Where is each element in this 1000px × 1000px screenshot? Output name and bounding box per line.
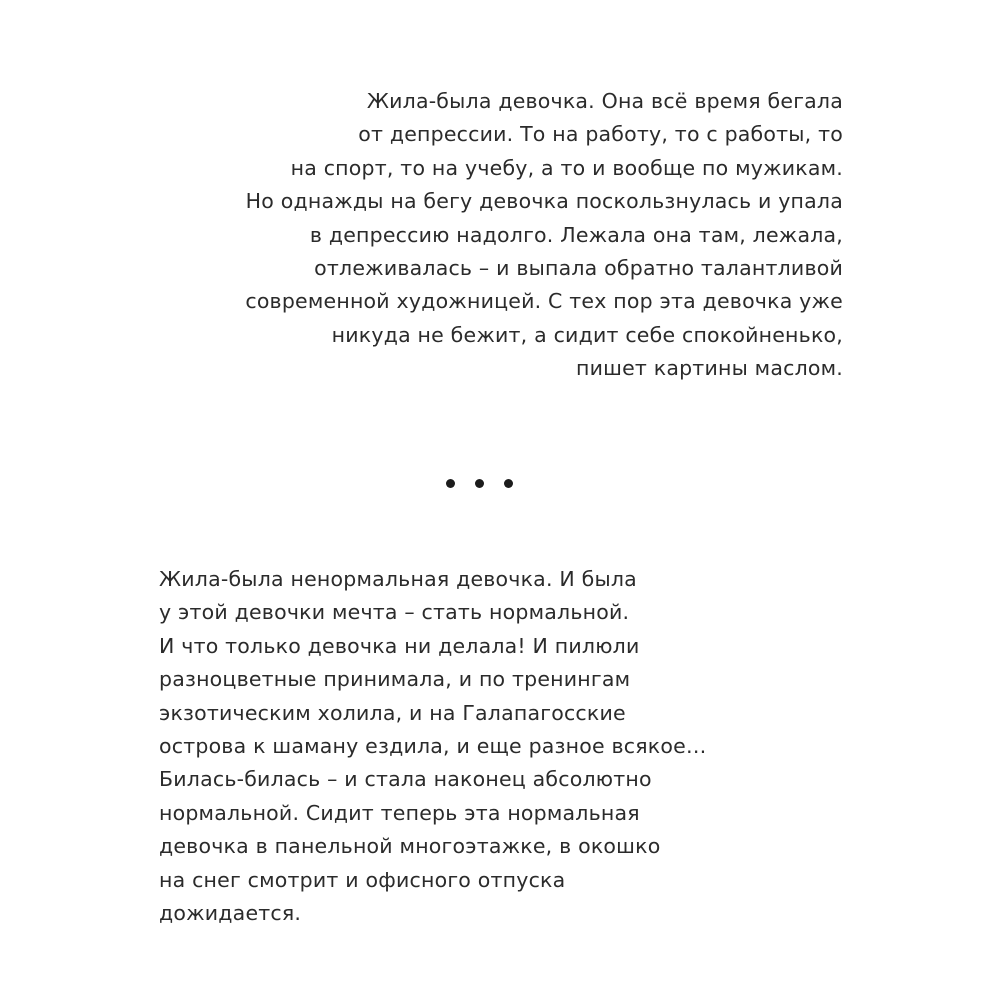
story-paragraph-2	[159, 563, 859, 930]
story-2-line: острова к шаману ездила, и еще разное всякое…	[159, 734, 707, 759]
story-1-line: современной художницей. С тех пор эта девочка уже	[245, 289, 843, 314]
story-1-line: на спорт, то на учебу, а то и вообще по мужикам.	[290, 155, 843, 180]
story-1-line: от депрессии. То на работу, то с работы, то	[358, 122, 843, 147]
story-1-line: Жила-была девочка. Она всё время бегала	[366, 89, 843, 113]
story-2-line: на снег смотрит и офисного отпуска	[159, 867, 566, 892]
story-1-line: пишет картины маслом.	[575, 356, 843, 381]
story-2-line: нормальной. Сидит теперь эта нормальная	[159, 800, 640, 825]
story-1-line: отлеживалась – и выпала обратно талантливой	[314, 256, 843, 281]
dot-icon	[446, 479, 455, 488]
story-paragraph-1	[143, 85, 843, 386]
story-2-line: И что только девочка ни делала! И пилюли	[159, 633, 640, 658]
story-2-line: дожидается.	[159, 901, 302, 926]
story-2-line: разноцветные принимала, и по тренингам	[159, 667, 631, 692]
dot-icon	[504, 479, 513, 488]
story-1-line: в депрессию надолго. Лежала она там, лежала,	[309, 222, 843, 247]
story-2-line: девочка в панельной многоэтажке, в окошко	[159, 834, 661, 859]
three-dots-separator-icon	[446, 478, 516, 490]
story-2-line: экзотическим холила, и на Галапагосские	[159, 700, 626, 725]
dot-icon	[475, 479, 484, 488]
story-2-line: у этой девочки мечта – стать нормальной.	[159, 600, 630, 625]
story-1-line: никуда не бежит, а сидит себе спокойненько,	[331, 322, 843, 347]
story-2-line: Билась-билась – и стала наконец абсолютно	[159, 767, 652, 792]
story-2-line: Жила-была ненормальная девочка. И была	[159, 567, 637, 591]
story-1-line: Но однажды на бегу девочка поскользнулась и упала	[245, 189, 843, 214]
